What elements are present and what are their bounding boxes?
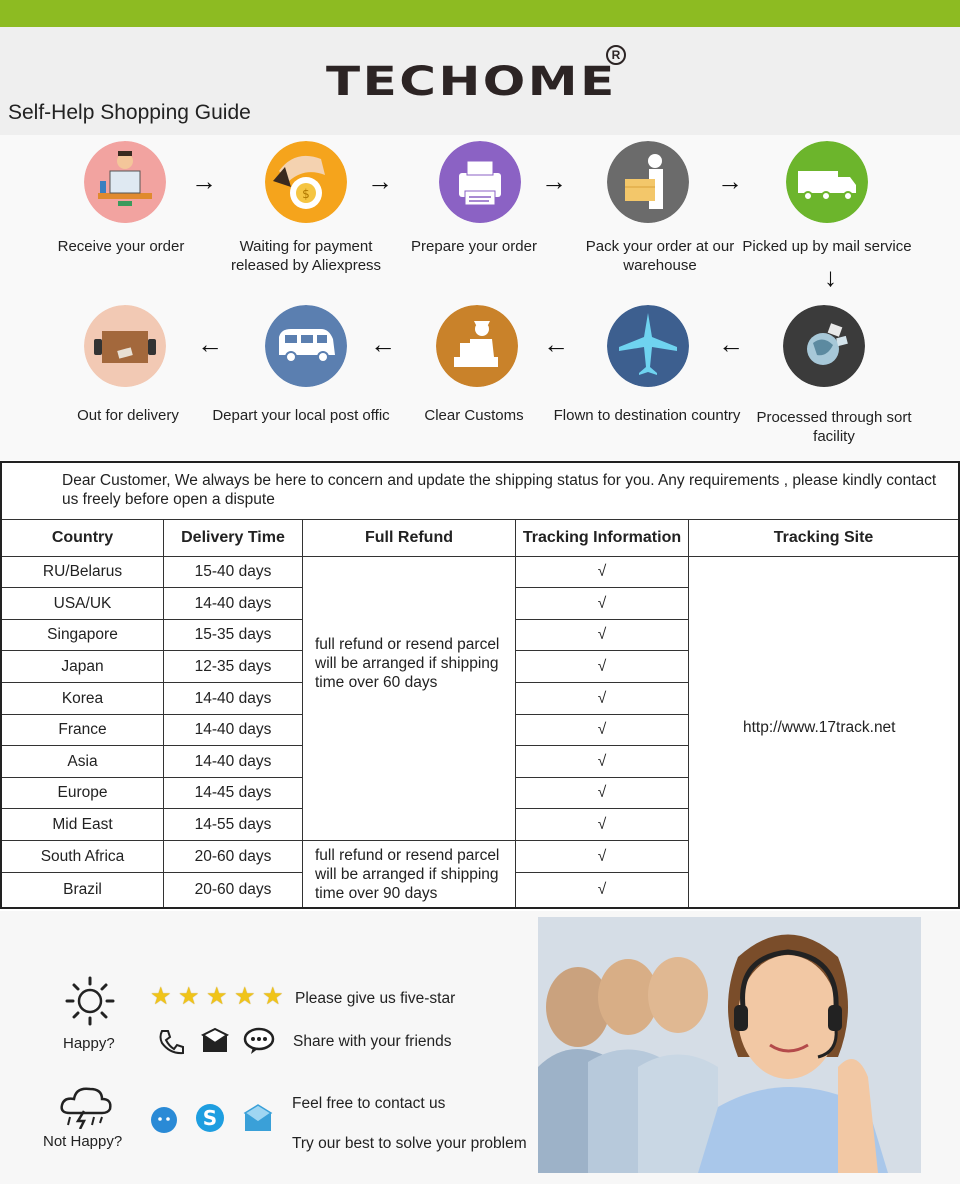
table-row-time: 14-40 days bbox=[164, 587, 303, 619]
refund-policy-90: full refund or resend parcel will be arranged if shipping time over 90 days bbox=[315, 847, 500, 902]
arrow-down-icon: ↓ bbox=[824, 262, 837, 292]
step-label-sort-facility: Processed through sort facility bbox=[756, 409, 912, 445]
customs-officer-icon bbox=[436, 305, 518, 387]
registered-mark: R bbox=[606, 45, 626, 65]
svg-text:S: S bbox=[202, 1106, 218, 1130]
header-delivery-time: Delivery Time bbox=[164, 519, 303, 556]
table-row-time: 14-40 days bbox=[164, 714, 303, 745]
arrow-right-icon: → bbox=[367, 166, 393, 196]
parcel-icon bbox=[84, 305, 166, 387]
table-row-country: Mid East bbox=[2, 808, 164, 840]
table-row-time: 14-40 days bbox=[164, 682, 303, 714]
refund-cell-60 bbox=[303, 556, 516, 840]
table-row-tracking: √ bbox=[516, 587, 689, 619]
printer-icon bbox=[439, 141, 521, 223]
table-row-country: Asia bbox=[2, 745, 164, 777]
header-full-refund: Full Refund bbox=[303, 519, 516, 556]
step-label-prepare: Prepare your order bbox=[411, 238, 537, 255]
table-row-time: 14-45 days bbox=[164, 777, 303, 808]
table-row-tracking: √ bbox=[516, 682, 689, 714]
table-row-time: 12-35 days bbox=[164, 650, 303, 682]
brand-logo: TECHOME bbox=[326, 59, 617, 105]
arrow-left-icon: ← bbox=[370, 329, 396, 359]
globe-sort-icon bbox=[783, 305, 865, 387]
header-tracking-site: Tracking Site bbox=[689, 519, 958, 556]
truck-icon bbox=[786, 141, 868, 223]
five-star-text: Please give us five-star bbox=[295, 990, 456, 1007]
table-row-time: 15-40 days bbox=[164, 556, 303, 587]
step-label-receive: Receive your order bbox=[57, 238, 185, 255]
arrow-right-icon: → bbox=[541, 166, 567, 196]
header-country: Country bbox=[2, 519, 164, 556]
airplane-icon bbox=[607, 305, 689, 387]
feedback-section bbox=[0, 911, 960, 1184]
table-row-tracking: √ bbox=[516, 556, 689, 587]
svg-text:$: $ bbox=[302, 187, 310, 201]
table-row-country: Japan bbox=[2, 650, 164, 682]
van-icon bbox=[265, 305, 347, 387]
email-contact-icon[interactable] bbox=[242, 1103, 274, 1133]
page-title: Self-Help Shopping Guide bbox=[8, 101, 251, 124]
table-row-tracking: √ bbox=[516, 840, 689, 872]
star-icon: ★ bbox=[234, 983, 256, 1010]
phone-icon[interactable] bbox=[156, 1027, 186, 1055]
table-row-country: Singapore bbox=[2, 619, 164, 650]
top-accent-bar bbox=[0, 0, 960, 27]
step-label-depart-post: Depart your local post offic bbox=[212, 407, 390, 424]
not-happy-label: Not Happy? bbox=[43, 1133, 123, 1150]
header bbox=[0, 27, 960, 135]
step-label-flown: Flown to destination country bbox=[553, 407, 741, 424]
arrow-left-icon: ← bbox=[543, 329, 569, 359]
step-label-customs: Clear Customs bbox=[424, 407, 524, 424]
refund-policy-60: full refund or resend parcel will be arranged if shipping time over 60 days bbox=[315, 636, 500, 691]
share-text: Share with your friends bbox=[293, 1033, 452, 1050]
table-row-tracking: √ bbox=[516, 650, 689, 682]
shipping-flow bbox=[0, 135, 960, 460]
step-label-payment: Waiting for payment released by Aliexpress bbox=[230, 238, 382, 274]
table-row-time: 14-55 days bbox=[164, 808, 303, 840]
table-row-time: 14-40 days bbox=[164, 745, 303, 777]
chat-icon[interactable] bbox=[243, 1027, 275, 1055]
star-icon: ★ bbox=[262, 983, 284, 1010]
table-row-country: Brazil bbox=[2, 872, 164, 907]
star-icon: ★ bbox=[178, 983, 200, 1010]
shipping-table bbox=[0, 461, 960, 909]
messenger-icon[interactable] bbox=[149, 1105, 179, 1135]
table-row-country: Korea bbox=[2, 682, 164, 714]
table-row-tracking: √ bbox=[516, 808, 689, 840]
table-row-tracking: √ bbox=[516, 872, 689, 907]
solve-text: Try our best to solve your problem bbox=[292, 1135, 527, 1152]
arrow-right-icon: → bbox=[717, 166, 743, 196]
table-row-time: 20-60 days bbox=[164, 872, 303, 907]
table-row-tracking: √ bbox=[516, 619, 689, 650]
desk-worker-icon bbox=[84, 141, 166, 223]
customer-notice: Dear Customer, We always be here to concern and update the shipping status for you. Any requirements , please kindly contact us freely before open a dispute bbox=[62, 472, 937, 508]
table-row-country: South Africa bbox=[2, 840, 164, 872]
skype-icon[interactable] bbox=[194, 1102, 226, 1134]
table-row-time: 20-60 days bbox=[164, 840, 303, 872]
star-icon: ★ bbox=[206, 983, 228, 1010]
sun-icon bbox=[64, 975, 116, 1027]
contact-text: Feel free to contact us bbox=[292, 1095, 446, 1112]
star-icon: ★ bbox=[150, 983, 172, 1010]
table-row-tracking: √ bbox=[516, 777, 689, 808]
table-row-tracking: √ bbox=[516, 745, 689, 777]
table-row-country: Europe bbox=[2, 777, 164, 808]
table-row-country: France bbox=[2, 714, 164, 745]
arrow-left-icon: ← bbox=[197, 329, 223, 359]
tracking-site-link[interactable]: http://www.17track.net bbox=[743, 719, 896, 736]
happy-label: Happy? bbox=[63, 1035, 115, 1052]
mail-icon[interactable] bbox=[200, 1027, 230, 1055]
arrow-left-icon: ← bbox=[718, 329, 744, 359]
arrow-right-icon: → bbox=[191, 166, 217, 196]
storm-cloud-icon bbox=[58, 1083, 114, 1129]
table-row-tracking: √ bbox=[516, 714, 689, 745]
payment-coin-icon bbox=[265, 141, 347, 223]
step-label-out-for-delivery: Out for delivery bbox=[77, 407, 179, 424]
table-row-country: USA/UK bbox=[2, 587, 164, 619]
table-row-time: 15-35 days bbox=[164, 619, 303, 650]
pack-box-icon bbox=[607, 141, 689, 223]
support-agent-photo bbox=[538, 917, 921, 1173]
table-row-country: RU/Belarus bbox=[2, 556, 164, 587]
header-tracking-information: Tracking Information bbox=[516, 519, 689, 556]
step-label-pack: Pack your order at our warehouse bbox=[585, 238, 735, 274]
step-label-pickup: Picked up by mail service bbox=[742, 238, 912, 255]
